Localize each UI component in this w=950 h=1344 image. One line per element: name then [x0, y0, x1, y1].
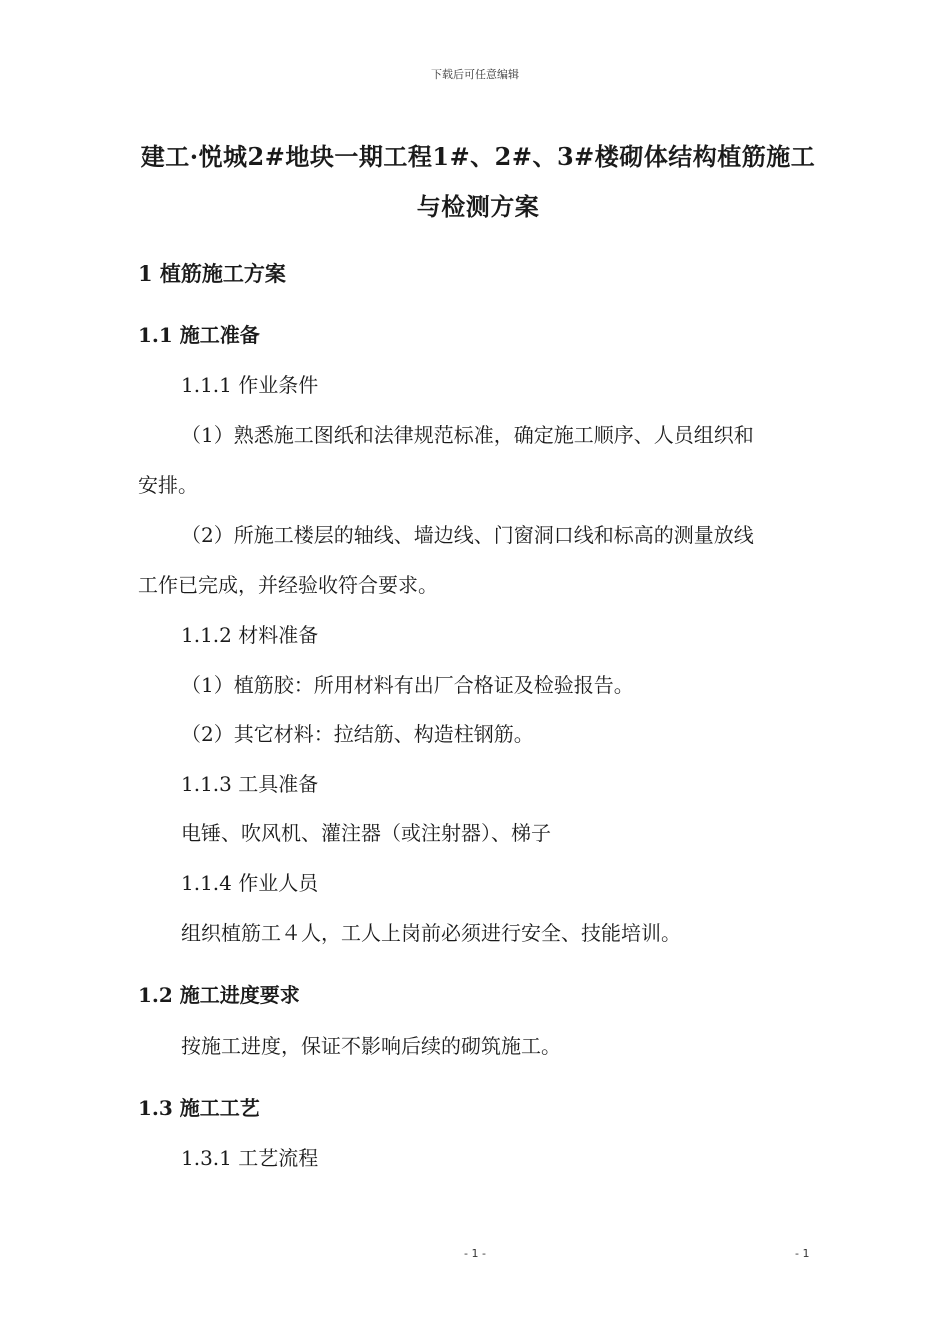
- paragraph-material-2: （2）其它材料：拉结筋、构造柱钢筋。: [181, 722, 534, 746]
- heading-section-1-2: 1.2 施工进度要求: [138, 983, 300, 1007]
- heading-section-1-1: 1.1 施工准备: [138, 323, 260, 347]
- footer-page-number-center: - 1 -: [464, 1247, 486, 1260]
- paragraph-condition-1-line-1: （1）熟悉施工图纸和法律规范标准，确定施工顺序、人员组织和: [181, 423, 754, 447]
- paragraph-condition-1-line-2: 安排。: [138, 473, 198, 497]
- paragraph-staff: 组织植筋工４人，工人上岗前必须进行安全、技能培训。: [181, 921, 681, 945]
- document-title: [138, 132, 818, 232]
- title-line-2: 与检测方案: [416, 192, 540, 221]
- heading-section-1-1-4: 1.1.4 作业人员: [181, 871, 319, 895]
- paragraph-condition-2-line-1: （2）所施工楼层的轴线、墙边线、门窗洞口线和标高的测量放线: [181, 523, 754, 547]
- paragraph-schedule: 按施工进度，保证不影响后续的砌筑施工。: [181, 1034, 561, 1058]
- heading-section-1: 1 植筋施工方案: [138, 261, 286, 286]
- title-line-1: 建工·悦城2#地块一期工程1#、2#、3#楼砌体结构植筋施工: [140, 142, 816, 171]
- heading-section-1-1-2: 1.1.2 材料准备: [181, 623, 319, 647]
- header-note: 下载后可任意编辑: [431, 68, 519, 81]
- heading-section-1-1-3: 1.1.3 工具准备: [181, 772, 319, 796]
- paragraph-tools: 电锤、吹风机、灌注器（或注射器）、梯子: [181, 821, 551, 845]
- footer-page-number-right: - 1: [795, 1247, 810, 1260]
- heading-section-1-3-1: 1.3.1 工艺流程: [181, 1146, 319, 1170]
- heading-section-1-1-1: 1.1.1 作业条件: [181, 373, 319, 397]
- paragraph-material-1: （1）植筋胶：所用材料有出厂合格证及检验报告。: [181, 673, 634, 697]
- paragraph-condition-2-line-2: 工作已完成，并经验收符合要求。: [138, 573, 438, 597]
- heading-section-1-3: 1.3 施工工艺: [138, 1096, 260, 1120]
